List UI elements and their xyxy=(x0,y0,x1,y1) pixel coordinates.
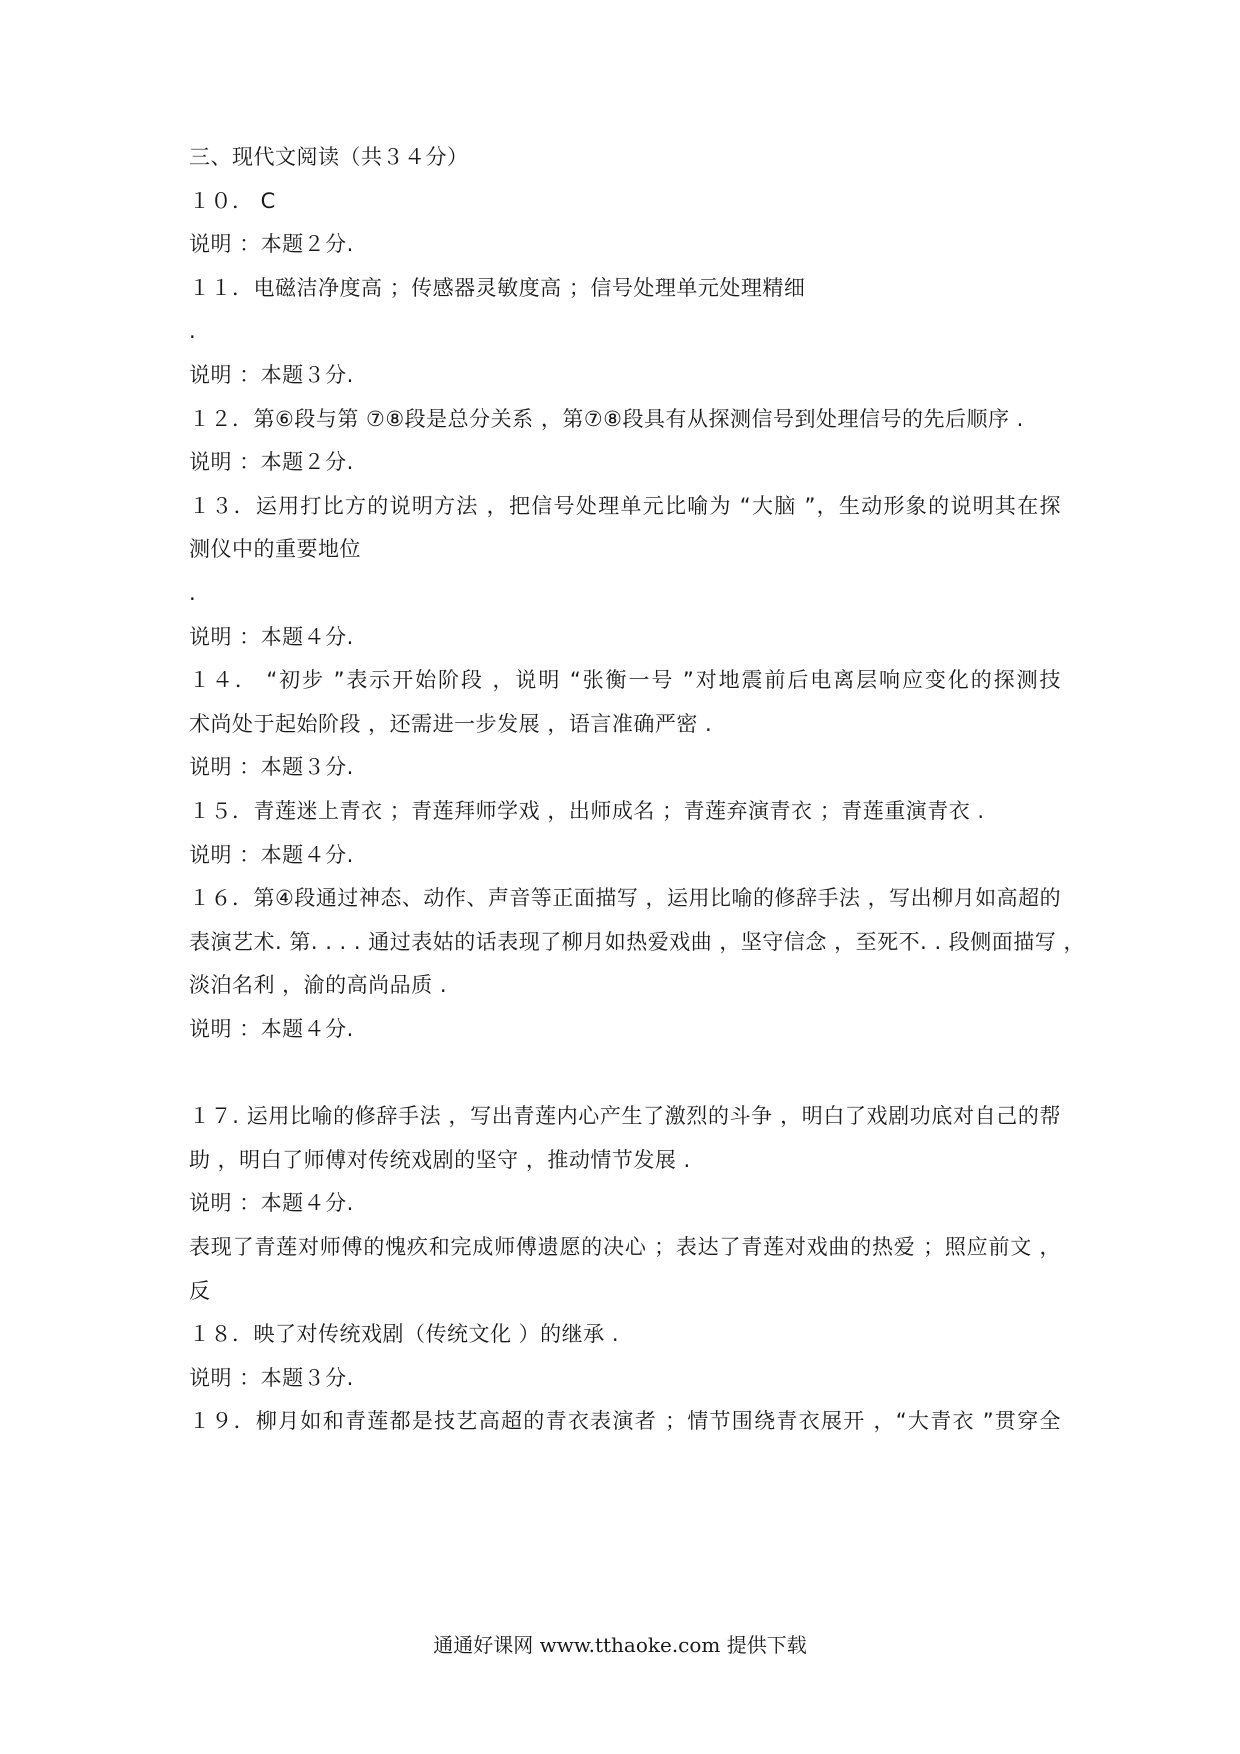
answer-12: １２．第⑥段与第 ⑦⑧段是总分关系 ，第⑦⑧段具有从探测信号到处理信号的先后顺序 . xyxy=(189,407,1024,431)
note-14: 说明 ：本题３分. xyxy=(189,755,354,779)
note-12: 说明 ：本题２分. xyxy=(189,450,354,474)
answer-18-line-1: 表现了青莲对师傅的愧疚和完成师傅遗愿的决心 ；表达了青莲对戏曲的热爱 ；照应前文 ， xyxy=(189,1235,1061,1259)
note-17: 说明 ：本题４分. xyxy=(189,1191,354,1215)
answer-13-line-2: 测仪中的重要地位 xyxy=(189,537,361,561)
note-11: 说明 ：本题３分. xyxy=(189,363,354,387)
answer-16-line-3: 淡泊名利 ，渝的高尚品质 . xyxy=(189,973,448,997)
answer-15: １５．青莲迷上青衣 ；青莲拜师学戏 ，出师成名 ；青莲弃演青衣 ；青莲重演青衣 . xyxy=(189,799,985,823)
answer-11: １１．电磁洁净度高 ；传感器灵敏度高 ；信号处理单元处理精细 xyxy=(189,276,806,300)
answer-14-line-2: 术尚处于起始阶段 ，还需进一步发展 ，语言准确严密 . xyxy=(189,712,713,736)
note-15: 说明 ：本题４分. xyxy=(189,843,354,867)
answer-19-line-1: １９．柳月如和青莲都是技艺高超的青衣表演者 ；情节围绕青衣展开 ，“大青衣 ”贯穿全 xyxy=(189,1409,1061,1433)
answer-18-line-2: 反 xyxy=(189,1279,211,1303)
answer-13-line-1: １３．运用打比方的说明方法 ，把信号处理单元比喻为 “大脑 ”，生动形象的说明其在探 xyxy=(189,494,1062,518)
note-18: 说明 ：本题３分. xyxy=(189,1366,354,1390)
answer-18: １８．映了对传统戏剧（传统文化 ）的继承 . xyxy=(189,1322,620,1346)
note-13: 说明 ：本题４分. xyxy=(189,625,354,649)
note-10: 说明 ：本题２分. xyxy=(189,232,354,256)
answer-11-end: . xyxy=(189,319,197,343)
section-heading: 三、现代文阅读（共３４分） xyxy=(189,145,469,169)
answer-14-line-1: １４． “初步 ”表示开始阶段 ，说明 “张衡一号 ”对地震前后电离层响应变化的探测技 xyxy=(189,668,1061,692)
page-footer: 通通好课网 www.tthaoke.com 提供下载 xyxy=(433,1633,807,1657)
note-16: 说明 ：本题４分. xyxy=(189,1017,354,1041)
answer-10: １０． C xyxy=(189,189,276,213)
answer-17-line-2: 助 ，明白了师傅对传统戏剧的坚守 ，推动情节发展 . xyxy=(189,1148,691,1172)
answer-13-end: . xyxy=(189,581,197,605)
answer-16-line-1: １６．第④段通过神态、动作、声音等正面描写 ，运用比喻的修辞手法 ，写出柳月如高超的 xyxy=(189,886,1062,910)
answer-17-line-1: １７. 运用比喻的修辞手法 ，写出青莲内心产生了激烈的斗争 ，明白了戏剧功底对自己的帮 xyxy=(189,1104,1061,1128)
answer-16-line-2: 表演艺术. 第. . . . 通过表姑的话表现了柳月如热爱戏曲 ，坚守信念 ，至死不. . 段侧面描写 ， xyxy=(189,930,1085,954)
